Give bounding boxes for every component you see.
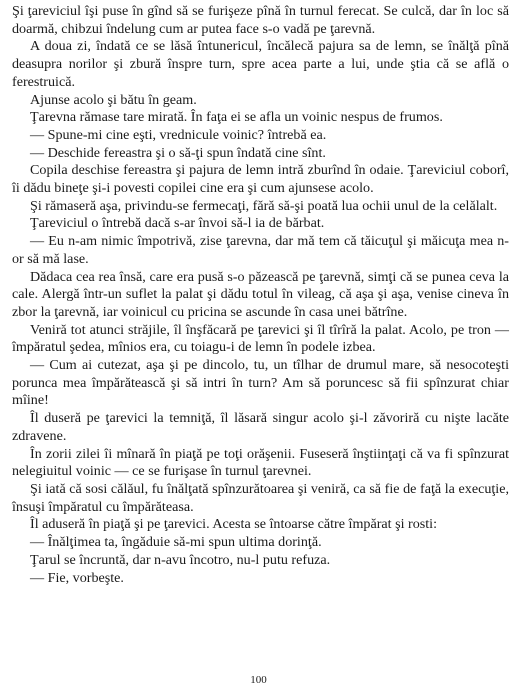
paragraph: Veniră tot atunci străjile, îl înşfăcară pe ţarevici şi îl tîrîră la palat. Acolo, pe tron — împăratul şedea, mînios era, cu toiagu-i de lemn în podele izbea. xyxy=(12,321,509,356)
paragraph: În zorii zilei îi mînară în piaţă pe toţi orăşenii. Fuseseră înştiinţaţi că va fi spînzurat nelegiuitul voinic — ce se furişase în turnul ţarevnei. xyxy=(12,445,509,480)
paragraph: Ţarul se încruntă, dar n-avu încotro, nu-l putu refuza. xyxy=(30,551,331,568)
paragraph: Ţarevna rămase tare mirată. În faţa ei se afla un voinic nespus de frumos. xyxy=(30,109,443,126)
dialogue-line: — Spune-mi cine eşti, vrednicule voinic? întrebă ea. xyxy=(30,126,327,143)
dialogue-line: — Fie, vorbeşte. xyxy=(30,569,124,586)
paragraph: Ajunse acolo şi bătu în geam. xyxy=(30,91,197,108)
paragraph: A doua zi, îndată ce se lăsă întunericul, încălecă pajura sa de lemn, se înălţă pînă deasupra norilor şi zbură înspre turn, spre acea parte a lui, unde ştia că se află o ferestruică. xyxy=(12,38,509,90)
paragraph: Şi iată că sosi călăul, fu înălţată spînzurătoarea şi veniră, ca să fie de faţă la execuţie, însuşi împăratul cu împărăteasa. xyxy=(12,480,509,515)
paragraph: Îl aduseră în piaţă şi pe ţarevici. Acesta se întoarse către împărat şi rosti: xyxy=(30,516,437,533)
paragraph: Dădaca cea rea însă, care era pusă s-o păzească pe ţarevnă, simţi că se punea ceva la cale. Alergă într-un suflet la palat şi dădu totul în vileag, că aşa şi aşa, venise cineva în zbor la ţarevnă, iar voinicul cu pricina se ascunde în casa unei bătrîne. xyxy=(12,268,509,320)
dialogue-line: — Deschide fereastra şi o să-ţi spun îndată cine sînt. xyxy=(30,144,326,161)
paragraph: Ţareviciul o întrebă dacă s-ar învoi să-l ia de bărbat. xyxy=(30,215,325,232)
paragraph: Şi ţareviciul îşi puse în gînd să se furişeze pînă în turnul ferecat. Se culcă, dar în loc să doarmă, chibzui îndelung cum ar putea face s-o vadă pe ţarevnă. xyxy=(12,3,509,37)
dialogue-line: — Înălţimea ta, îngăduie să-mi spun ultima dorinţă. xyxy=(30,534,322,551)
page-body-text xyxy=(12,3,509,587)
paragraph: Şi rămaseră aşa, privindu-se fermecaţi, fără să-şi poată lua ochii unul de la celălalt. xyxy=(30,197,498,214)
dialogue-line: — Cum ai cutezat, aşa şi pe dincolo, tu, un tîlhar de drumul mare, să nesocoteşti porunca mea împărătească şi să intri în turn? Am să poruncesc să fii spînzurat chiar mîine! xyxy=(12,357,509,409)
paragraph: Îl duseră pe ţarevici la temniţă, îl lăsară singur acolo şi-l zăvoriră cu nişte lacăte zdravene. xyxy=(12,410,509,444)
page-number: 100 xyxy=(250,674,267,686)
paragraph: Copila deschise fereastra şi pajura de lemn intră zburînd în odaie. Ţareviciul coborî, îi dădu bineţe şi-i povesti copilei cine era şi cum ajunsese acolo. xyxy=(12,162,509,197)
dialogue-line: — Eu n-am nimic împotrivă, zise ţarevna, dar mă tem că tăicuţul şi măicuţa mea n-or să mă lase. xyxy=(12,233,509,267)
